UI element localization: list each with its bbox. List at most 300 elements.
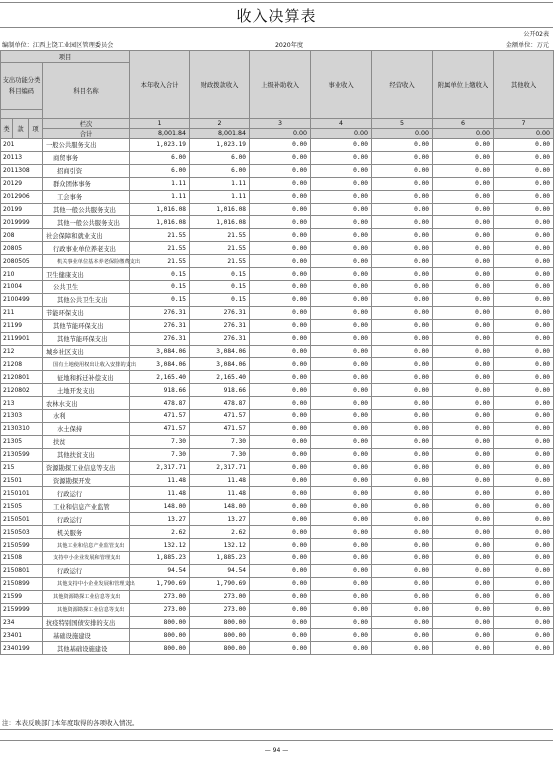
table-row xyxy=(1,280,554,293)
subject-code: 2119901 xyxy=(1,332,43,345)
table-row xyxy=(1,461,554,474)
amount-cell: 0.00 xyxy=(372,539,433,552)
amount-cell: 273.00 xyxy=(130,603,190,616)
amount-cell: 0.00 xyxy=(494,410,554,423)
subject-name: 机关事业单位基本养老保险缴费支出 xyxy=(43,255,130,268)
amount-cell: 0.00 xyxy=(372,242,433,255)
amount-cell: 1,023.19 xyxy=(190,139,250,152)
amount-cell: 273.00 xyxy=(190,603,250,616)
table-row xyxy=(1,552,554,565)
amount-cell: 0.00 xyxy=(250,139,311,152)
amount-cell: 0.00 xyxy=(372,164,433,177)
amount-cell: 0.00 xyxy=(372,177,433,190)
subject-name: 其他一般公共服务支出 xyxy=(43,203,130,216)
amount-cell: 0.00 xyxy=(433,293,494,306)
table-row xyxy=(1,397,554,410)
table-row xyxy=(1,384,554,397)
amount-cell: 6.00 xyxy=(130,151,190,164)
amount-cell: 0.00 xyxy=(250,577,311,590)
amount-cell: 471.57 xyxy=(190,422,250,435)
amount-cell: 2,317.71 xyxy=(190,461,250,474)
table-row xyxy=(1,513,554,526)
amount-cell: 0.00 xyxy=(433,435,494,448)
amount-cell: 2.62 xyxy=(190,526,250,539)
subject-code: 2120802 xyxy=(1,384,43,397)
amount-cell: 0.15 xyxy=(130,293,190,306)
amount-cell: 0.00 xyxy=(311,513,372,526)
amount-cell: 0.00 xyxy=(311,319,372,332)
table-row xyxy=(1,422,554,435)
amount-cell: 0.00 xyxy=(494,397,554,410)
table-row xyxy=(1,345,554,358)
amount-cell: 0.00 xyxy=(494,358,554,371)
table-row xyxy=(1,642,554,655)
footnote: 注：本表反映部门本年度取得的各项收入情况。 xyxy=(2,719,139,727)
subject-name: 农林水支出 xyxy=(43,397,130,410)
amount-cell: 0.00 xyxy=(372,229,433,242)
subject-name: 行政事业单位养老支出 xyxy=(43,242,130,255)
amount-cell: 0.00 xyxy=(494,139,554,152)
col-header-2: 财政拨款收入 xyxy=(190,51,250,119)
subject-code: 215 xyxy=(1,461,43,474)
table-body xyxy=(1,139,554,655)
amount-cell: 0.00 xyxy=(311,242,372,255)
subject-name: 其他资源勘探工业信息等支出 xyxy=(43,590,130,603)
subject-code: 2150801 xyxy=(1,564,43,577)
amount-cell: 0.00 xyxy=(311,216,372,229)
subject-name: 基础设施建设 xyxy=(43,629,130,642)
amount-cell: 7.30 xyxy=(130,448,190,461)
subject-code: 20199 xyxy=(1,203,43,216)
amount-cell: 0.00 xyxy=(494,177,554,190)
amount-cell: 273.00 xyxy=(190,590,250,603)
amount-cell: 0.00 xyxy=(433,151,494,164)
amount-cell: 0.00 xyxy=(250,448,311,461)
amount-cell: 0.00 xyxy=(494,268,554,281)
subject-code: 2150899 xyxy=(1,577,43,590)
amount-cell: 3,084.06 xyxy=(130,345,190,358)
amount-cell: 0.00 xyxy=(250,616,311,629)
col-header-1: 本年收入合计 xyxy=(130,51,190,119)
amount-cell: 11.48 xyxy=(190,474,250,487)
subject-name: 其他扶贫支出 xyxy=(43,448,130,461)
amount-cell: 0.00 xyxy=(250,216,311,229)
col-label: 栏次 xyxy=(43,119,130,129)
amount-cell: 0.00 xyxy=(494,629,554,642)
item-header: 项 xyxy=(29,119,43,139)
amount-cell: 0.00 xyxy=(494,255,554,268)
amount-cell: 0.00 xyxy=(433,242,494,255)
amount-cell: 0.00 xyxy=(250,255,311,268)
amount-cell: 132.12 xyxy=(130,539,190,552)
title-text: 收入决算表 xyxy=(236,6,317,25)
amount-cell: 0.00 xyxy=(250,422,311,435)
amount-cell: 0.00 xyxy=(311,629,372,642)
amount-cell: 0.00 xyxy=(311,332,372,345)
amount-cell: 11.48 xyxy=(190,487,250,500)
subject-code: 2100499 xyxy=(1,293,43,306)
subject-name: 其他支持中小企业发展和管理支出 xyxy=(43,577,130,590)
amount-cell: 2,165.40 xyxy=(130,371,190,384)
amount-cell: 0.00 xyxy=(494,229,554,242)
subject-name: 节能环保支出 xyxy=(43,306,130,319)
amount-cell: 0.00 xyxy=(311,564,372,577)
amount-cell: 0.00 xyxy=(433,642,494,655)
amount-cell: 0.00 xyxy=(250,190,311,203)
table-row xyxy=(1,164,554,177)
amount-cell: 0.00 xyxy=(494,603,554,616)
amount-cell: 0.00 xyxy=(311,526,372,539)
amount-cell: 0.00 xyxy=(311,255,372,268)
amount-cell: 478.87 xyxy=(190,397,250,410)
subject-code: 201 xyxy=(1,139,43,152)
subject-name: 招商引资 xyxy=(43,164,130,177)
amount-cell: 1,790.69 xyxy=(190,577,250,590)
amount-cell: 0.00 xyxy=(372,564,433,577)
amount-cell: 0.00 xyxy=(372,306,433,319)
amount-cell: 0.00 xyxy=(372,255,433,268)
section-header: 款 xyxy=(13,119,29,139)
amount-cell: 0.00 xyxy=(311,190,372,203)
amount-cell: 1,885.23 xyxy=(190,552,250,565)
amount-cell: 0.00 xyxy=(494,487,554,500)
subject-name: 资源勘探工业信息等支出 xyxy=(43,461,130,474)
table-row xyxy=(1,242,554,255)
amount-cell: 13.27 xyxy=(130,513,190,526)
amount-cell: 0.15 xyxy=(190,280,250,293)
amount-cell: 0.00 xyxy=(433,539,494,552)
subject-code: 212 xyxy=(1,345,43,358)
subject-name: 土地开发支出 xyxy=(43,384,130,397)
amount-cell: 0.00 xyxy=(311,577,372,590)
amount-cell: 0.00 xyxy=(494,190,554,203)
amount-cell: 94.54 xyxy=(130,564,190,577)
amount-cell: 0.00 xyxy=(494,422,554,435)
subject-code: 2019999 xyxy=(1,216,43,229)
total-cell: 0.00 xyxy=(494,129,554,139)
amount-cell: 0.00 xyxy=(433,603,494,616)
amount-cell: 0.00 xyxy=(494,435,554,448)
amount-cell: 0.00 xyxy=(372,577,433,590)
unit-info-line xyxy=(0,38,553,49)
amount-cell: 0.00 xyxy=(250,332,311,345)
subject-name: 国有土地使用权出让收入安排的支出 xyxy=(43,358,130,371)
amount-cell: 21.55 xyxy=(130,255,190,268)
amount-cell: 0.00 xyxy=(311,358,372,371)
amount-cell: 0.00 xyxy=(250,268,311,281)
amount-cell: 800.00 xyxy=(130,616,190,629)
amount-cell: 0.00 xyxy=(433,422,494,435)
amount-cell: 0.00 xyxy=(311,268,372,281)
amount-cell: 0.00 xyxy=(372,268,433,281)
amount-cell: 0.00 xyxy=(433,384,494,397)
amount-cell: 1,023.19 xyxy=(130,139,190,152)
amount-cell: 0.00 xyxy=(250,539,311,552)
amount-cell: 0.00 xyxy=(250,552,311,565)
amount-cell: 0.00 xyxy=(494,319,554,332)
amount-cell: 0.00 xyxy=(494,500,554,513)
amount-cell: 6.00 xyxy=(190,164,250,177)
amount-cell: 0.00 xyxy=(311,448,372,461)
amount-cell: 0.00 xyxy=(494,526,554,539)
amount-cell: 1,016.08 xyxy=(190,216,250,229)
amount-cell: 276.31 xyxy=(190,332,250,345)
amount-cell: 0.00 xyxy=(494,577,554,590)
amount-cell: 276.31 xyxy=(130,306,190,319)
col-header-3: 上级补助收入 xyxy=(250,51,311,119)
amount-cell: 0.00 xyxy=(433,410,494,423)
amount-cell: 0.00 xyxy=(372,461,433,474)
form-number: 公开02表 xyxy=(523,31,549,38)
amount-cell: 478.87 xyxy=(130,397,190,410)
amount-cell: 0.00 xyxy=(372,513,433,526)
amount-cell: 11.48 xyxy=(130,487,190,500)
table-row xyxy=(1,435,554,448)
total-cell: 0.00 xyxy=(372,129,433,139)
subject-code: 211 xyxy=(1,306,43,319)
amount-cell: 0.00 xyxy=(250,293,311,306)
amount-cell: 1.11 xyxy=(130,190,190,203)
subject-name: 城乡社区支出 xyxy=(43,345,130,358)
amount-cell: 800.00 xyxy=(130,629,190,642)
amount-cell: 0.15 xyxy=(190,293,250,306)
table-row xyxy=(1,474,554,487)
amount-cell: 0.00 xyxy=(494,590,554,603)
amount-cell: 800.00 xyxy=(190,642,250,655)
amount-cell: 0.15 xyxy=(190,268,250,281)
total-label: 合计 xyxy=(43,129,130,139)
amount-cell: 0.00 xyxy=(250,435,311,448)
table-row xyxy=(1,487,554,500)
amount-cell: 0.00 xyxy=(250,461,311,474)
project-header: 项目 xyxy=(1,51,130,63)
amount-cell: 148.00 xyxy=(130,500,190,513)
amount-cell: 0.00 xyxy=(433,448,494,461)
amount-cell: 0.00 xyxy=(433,513,494,526)
subject-code: 2340199 xyxy=(1,642,43,655)
subject-name: 水利 xyxy=(43,410,130,423)
amount-cell: 6.00 xyxy=(130,164,190,177)
subject-code: 2011308 xyxy=(1,164,43,177)
table-row xyxy=(1,358,554,371)
amount-cell: 0.00 xyxy=(311,603,372,616)
amount-cell: 1,016.08 xyxy=(130,216,190,229)
table-row xyxy=(1,139,554,152)
table-row xyxy=(1,190,554,203)
amount-cell: 0.00 xyxy=(372,332,433,345)
amount-cell: 0.00 xyxy=(311,203,372,216)
amount-cell: 471.57 xyxy=(130,410,190,423)
amount-cell: 6.00 xyxy=(190,151,250,164)
amount-cell: 0.00 xyxy=(494,242,554,255)
subject-code: 21303 xyxy=(1,410,43,423)
table-row xyxy=(1,500,554,513)
amount-cell: 3,084.06 xyxy=(190,358,250,371)
amount-cell: 0.00 xyxy=(372,139,433,152)
total-cell: 8,001.84 xyxy=(130,129,190,139)
table-row xyxy=(1,577,554,590)
amount-cell: 0.00 xyxy=(433,255,494,268)
amount-cell: 7.30 xyxy=(130,435,190,448)
name-header: 科目名称 xyxy=(43,63,130,119)
subject-code: 213 xyxy=(1,397,43,410)
col-number-3: 3 xyxy=(250,119,311,129)
amount-cell: 3,084.06 xyxy=(130,358,190,371)
amount-cell: 276.31 xyxy=(130,319,190,332)
table-row xyxy=(1,564,554,577)
amount-cell: 1,885.23 xyxy=(130,552,190,565)
income-table xyxy=(0,50,554,655)
amount-cell: 0.00 xyxy=(433,332,494,345)
col-number-7: 7 xyxy=(494,119,554,129)
amount-cell: 0.00 xyxy=(250,177,311,190)
amount-cell: 0.00 xyxy=(311,177,372,190)
amount-cell: 0.00 xyxy=(372,474,433,487)
amount-cell: 0.00 xyxy=(433,616,494,629)
amount-cell: 0.00 xyxy=(372,526,433,539)
amount-cell: 0.00 xyxy=(433,203,494,216)
amount-cell: 0.00 xyxy=(433,164,494,177)
amount-cell: 0.00 xyxy=(433,397,494,410)
amount-cell: 918.66 xyxy=(130,384,190,397)
amount-cell: 132.12 xyxy=(190,539,250,552)
amount-cell: 0.00 xyxy=(433,177,494,190)
subject-code: 2150599 xyxy=(1,539,43,552)
amount-cell: 0.00 xyxy=(372,397,433,410)
subject-code: 2150503 xyxy=(1,526,43,539)
subject-code: 21505 xyxy=(1,500,43,513)
amount-cell: 0.00 xyxy=(250,474,311,487)
subject-name: 群众团体事务 xyxy=(43,177,130,190)
amount-cell: 0.00 xyxy=(433,306,494,319)
amount-cell: 0.00 xyxy=(372,603,433,616)
amount-cell: 1.11 xyxy=(130,177,190,190)
table-row xyxy=(1,216,554,229)
subject-name: 支持中小企业发展和管理支出 xyxy=(43,552,130,565)
subject-name: 商贸事务 xyxy=(43,151,130,164)
col-number-1: 1 xyxy=(130,119,190,129)
amount-cell: 0.00 xyxy=(372,629,433,642)
amount-cell: 0.00 xyxy=(494,345,554,358)
subject-name: 其他资源勘探工业信息等支出 xyxy=(43,603,130,616)
amount-cell: 0.00 xyxy=(250,397,311,410)
amount-cell: 0.00 xyxy=(372,345,433,358)
total-cell: 0.00 xyxy=(433,129,494,139)
subject-name: 行政运行 xyxy=(43,487,130,500)
page-number: — 94 — xyxy=(264,747,289,754)
amount-cell: 0.00 xyxy=(311,164,372,177)
subject-code: 23401 xyxy=(1,629,43,642)
amount-cell: 0.00 xyxy=(311,590,372,603)
subject-name: 征地和拆迁补偿支出 xyxy=(43,371,130,384)
table-row xyxy=(1,151,554,164)
amount-cell: 0.00 xyxy=(494,216,554,229)
amount-cell: 0.00 xyxy=(494,371,554,384)
amount-cell: 0.00 xyxy=(250,384,311,397)
subject-code: 2130599 xyxy=(1,448,43,461)
amount-cell: 2.62 xyxy=(130,526,190,539)
amount-cell: 0.00 xyxy=(494,539,554,552)
subject-code: 20805 xyxy=(1,242,43,255)
amount-cell: 0.00 xyxy=(372,487,433,500)
subject-name: 抗疫特别国债安排的支出 xyxy=(43,616,130,629)
amount-cell: 0.00 xyxy=(311,435,372,448)
amount-cell: 21.55 xyxy=(190,229,250,242)
reporting-unit: 编制单位：江西上饶工业园区管理委员会 xyxy=(2,42,114,49)
amount-cell: 0.00 xyxy=(494,332,554,345)
amount-cell: 0.00 xyxy=(372,371,433,384)
subject-name: 行政运行 xyxy=(43,513,130,526)
amount-cell: 0.00 xyxy=(433,487,494,500)
amount-cell: 0.00 xyxy=(433,371,494,384)
amount-cell: 0.00 xyxy=(372,590,433,603)
amount-cell: 0.00 xyxy=(372,410,433,423)
subject-name: 工会事务 xyxy=(43,190,130,203)
amount-cell: 276.31 xyxy=(190,306,250,319)
amount-cell: 0.00 xyxy=(372,422,433,435)
total-cell: 0.00 xyxy=(250,129,311,139)
col-header-7: 其他收入 xyxy=(494,51,554,119)
subject-code: 2120801 xyxy=(1,371,43,384)
amount-cell: 0.00 xyxy=(494,552,554,565)
subject-name: 卫生健康支出 xyxy=(43,268,130,281)
amount-cell: 918.66 xyxy=(190,384,250,397)
amount-cell: 0.00 xyxy=(250,151,311,164)
amount-cell: 0.00 xyxy=(250,371,311,384)
amount-cell: 0.00 xyxy=(433,577,494,590)
amount-cell: 0.00 xyxy=(494,203,554,216)
subject-code: 21208 xyxy=(1,358,43,371)
subject-code: 2130310 xyxy=(1,422,43,435)
amount-cell: 2,317.71 xyxy=(130,461,190,474)
amount-cell: 13.27 xyxy=(190,513,250,526)
amount-cell: 0.00 xyxy=(250,242,311,255)
subject-code: 21599 xyxy=(1,590,43,603)
amount-cell: 0.00 xyxy=(250,319,311,332)
amount-cell: 0.00 xyxy=(494,164,554,177)
table-row xyxy=(1,448,554,461)
amount-cell: 0.00 xyxy=(433,474,494,487)
amount-cell: 0.15 xyxy=(130,280,190,293)
table-row xyxy=(1,616,554,629)
subject-name: 社会保障和就业支出 xyxy=(43,229,130,242)
amount-cell: 0.00 xyxy=(494,293,554,306)
amount-cell: 800.00 xyxy=(190,629,250,642)
table-row xyxy=(1,229,554,242)
table-row xyxy=(1,268,554,281)
amount-cell: 0.00 xyxy=(433,552,494,565)
amount-cell: 0.00 xyxy=(494,461,554,474)
amount-cell: 0.00 xyxy=(372,190,433,203)
subject-name: 其他公共卫生支出 xyxy=(43,293,130,306)
amount-cell: 0.00 xyxy=(433,216,494,229)
amount-cell: 0.00 xyxy=(372,616,433,629)
subject-name: 水土保持 xyxy=(43,422,130,435)
col-header-5: 经营收入 xyxy=(372,51,433,119)
col-number-2: 2 xyxy=(190,119,250,129)
table-row xyxy=(1,177,554,190)
bottom-blank-row xyxy=(0,729,553,741)
amount-cell: 0.00 xyxy=(433,461,494,474)
amount-cell: 21.55 xyxy=(130,242,190,255)
amount-cell: 0.15 xyxy=(130,268,190,281)
amount-cell: 0.00 xyxy=(372,358,433,371)
amount-cell: 7.30 xyxy=(190,448,250,461)
amount-cell: 0.00 xyxy=(372,435,433,448)
table-row xyxy=(1,526,554,539)
amount-cell: 0.00 xyxy=(250,629,311,642)
amount-cell: 0.00 xyxy=(372,280,433,293)
